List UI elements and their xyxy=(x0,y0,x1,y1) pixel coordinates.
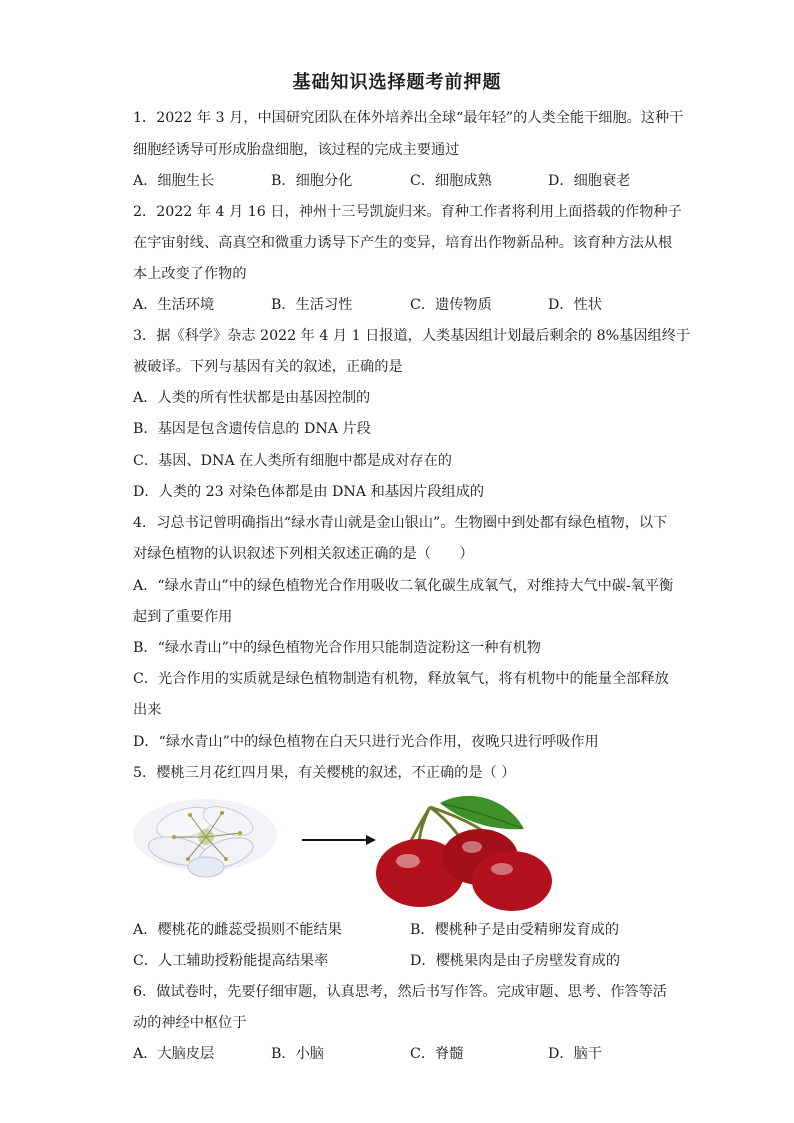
question-3-option-d[interactable]: D．人类的 23 对染色体都是由 DNA 和基因片段组成的 xyxy=(133,484,485,500)
right-arrow-icon xyxy=(302,835,376,845)
question-3-line-2: 被破译。下列与基因有关的叙述，正确的是 xyxy=(133,359,403,375)
question-4-line-1: 4．习总书记曾明确指出“绿水青山就是金山银山”。生物圈中到处都有绿色植物，以下 xyxy=(133,515,668,531)
question-6-option-d[interactable]: D．脑干 xyxy=(548,1046,602,1062)
question-4-option-a-cont: 起到了重要作用 xyxy=(133,609,233,625)
question-3-option-a[interactable]: A．人类的所有性状都是由基因控制的 xyxy=(133,390,371,406)
question-6-option-c[interactable]: C．脊髓 xyxy=(410,1046,464,1062)
question-2-option-b[interactable]: B．生活习性 xyxy=(271,297,353,313)
question-3-option-b[interactable]: B．基因是包含遗传信息的 DNA 片段 xyxy=(133,421,371,437)
cherry-blossom-icon xyxy=(133,799,277,877)
question-5-option-c[interactable]: C．人工辅助授粉能提高结果率 xyxy=(133,953,329,969)
question-4-option-c-cont: 出来 xyxy=(133,702,162,718)
question-1-option-c[interactable]: C．细胞成熟 xyxy=(410,173,492,189)
question-3-option-c[interactable]: C．基因、DNA 在人类所有细胞中都是成对存在的 xyxy=(133,453,452,469)
question-2-line-3: 本上改变了作物的 xyxy=(133,266,247,282)
question-5-option-b[interactable]: B．樱桃种子是由受精卵发育成的 xyxy=(410,922,620,938)
question-5-line-1: 5．樱桃三月花红四月果，有关樱桃的叙述，不正确的是（ ） xyxy=(133,765,516,781)
question-4-option-d[interactable]: D．“绿水青山”中的绿色植物在白天只进行光合作用，夜晚只进行呼吸作用 xyxy=(133,734,599,750)
question-2-option-c[interactable]: C．遗传物质 xyxy=(410,297,492,313)
question-6-option-a[interactable]: A．大脑皮层 xyxy=(133,1046,215,1062)
question-4-option-c[interactable]: C．光合作用的实质就是绿色植物制造有机物，释放氧气，将有机物中的能量全部释放 xyxy=(133,671,669,687)
question-2-line-2: 在宇宙射线、高真空和微重力诱导下产生的变异，培育出作物新品种。该育种方法从根 xyxy=(133,235,673,251)
cherries-icon xyxy=(376,796,552,911)
question-4-line-2: 对绿色植物的认识叙述下列相关叙述正确的是（ ） xyxy=(133,546,474,562)
question-2-line-1: 2．2022 年 4 月 16 日，神州十三号凯旋归来。育种工作者将利用上面搭载的作物种子 xyxy=(133,204,682,220)
question-1-line-1: 1．2022 年 3 月，中国研究团队在体外培养出全球“最年轻”的人类全能干细胞。这种干 xyxy=(133,110,684,126)
question-5-option-d[interactable]: D．樱桃果肉是由子房壁发育成的 xyxy=(410,953,621,969)
cherry-figure xyxy=(130,793,570,911)
question-6-line-2: 动的神经中枢位于 xyxy=(133,1015,247,1031)
question-2-option-a[interactable]: A．生活环境 xyxy=(133,297,215,313)
question-1-option-d[interactable]: D．细胞衰老 xyxy=(548,173,631,189)
question-3-line-1: 3．据《科学》杂志 2022 年 4 月 1 日报道，人类基因组计划最后剩余的 8%基因组终于 xyxy=(133,328,691,344)
page-title: 基础知识选择题考前押题 xyxy=(292,72,502,93)
question-4-option-a[interactable]: A．“绿水青山”中的绿色植物光合作用吸收二氧化碳生成氧气，对维持大气中碳-氧平衡 xyxy=(133,578,674,594)
question-5-option-a[interactable]: A．樱桃花的雌蕊受损则不能结果 xyxy=(133,922,342,938)
question-1-line-2: 细胞经诱导可形成胎盘细胞，该过程的完成主要通过 xyxy=(133,142,460,158)
question-2-option-d[interactable]: D．性状 xyxy=(548,297,602,313)
question-1-option-b[interactable]: B．细胞分化 xyxy=(271,173,353,189)
question-1-option-a[interactable]: A．细胞生长 xyxy=(133,173,215,189)
question-6-option-b[interactable]: B．小脑 xyxy=(271,1046,324,1062)
question-6-line-1: 6．做试卷时，先要仔细审题，认真思考，然后书写作答。完成审题、思考、作答等活 xyxy=(133,984,667,1000)
question-4-option-b[interactable]: B．“绿水青山”中的绿色植物光合作用只能制造淀粉这一种有机物 xyxy=(133,640,541,656)
